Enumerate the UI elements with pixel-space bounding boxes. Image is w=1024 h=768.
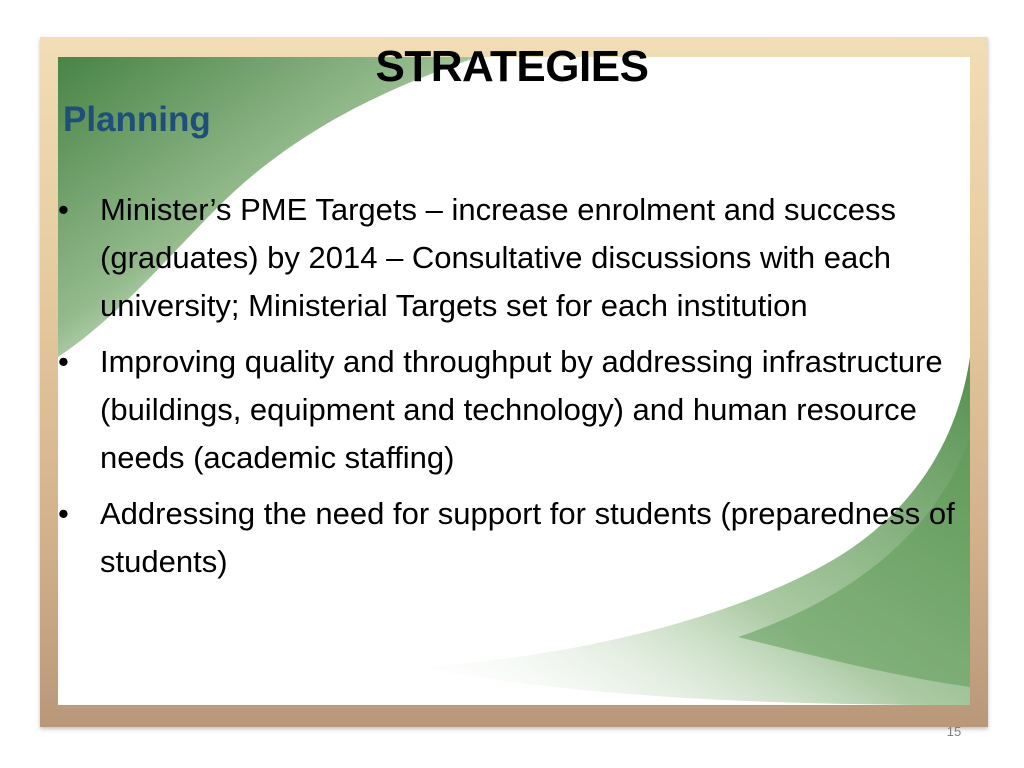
bullet-item — [56, 186, 966, 330]
bullet-list — [56, 186, 966, 594]
bullet-item — [56, 338, 966, 482]
bullet-item — [56, 490, 966, 586]
bullet-text: Addressing the need for support for students (preparedness of students) — [100, 496, 955, 579]
bullet-icon: • — [58, 496, 69, 531]
bullet-text: Improving quality and throughput by addressing infrastructure (buildings, equipment and technology) and human resource needs (academic staffing) — [100, 344, 943, 475]
slide-subtitle: Planning — [63, 100, 211, 139]
bullet-icon: • — [58, 192, 69, 227]
bullet-text: Minister’s PME Targets – increase enrolment and success (graduates) by 2014 – Consultative discussions with each university; Ministerial Targets set for each institution — [100, 192, 897, 323]
slide-title: STRATEGIES — [375, 42, 649, 91]
bullet-icon: • — [58, 344, 69, 379]
page-number: 15 — [946, 724, 962, 739]
